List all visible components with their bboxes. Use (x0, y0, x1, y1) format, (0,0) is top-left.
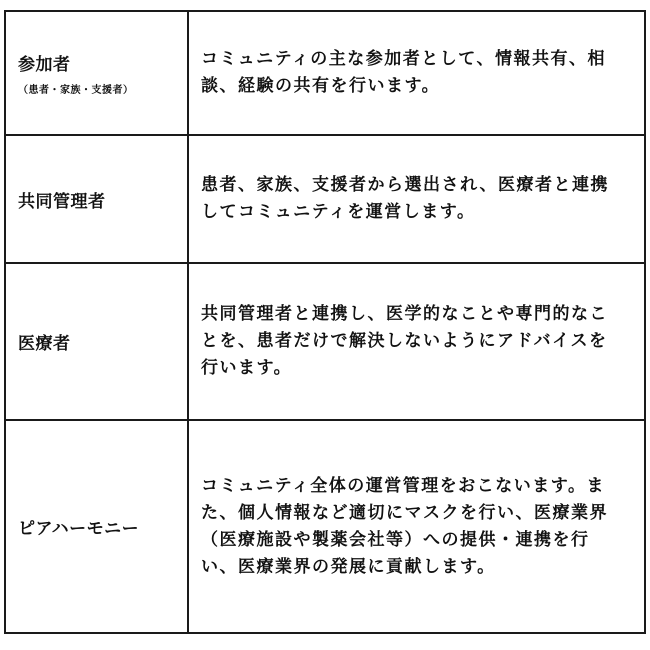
role-note: （患者・家族・支援者） (18, 85, 134, 96)
table-row (5, 135, 645, 263)
role-name: 医療者 (18, 334, 71, 354)
role-description: コミュニティの主な参加者として、情報共有、相談、経験の共有を行います。 (201, 49, 606, 96)
table-row (5, 420, 645, 633)
role-cell (5, 11, 188, 135)
description-cell (188, 263, 645, 420)
description-cell (188, 11, 645, 135)
role-cell (5, 263, 188, 420)
description-cell (188, 420, 645, 633)
role-description: 患者、家族、支援者から選出され、医療者と連携してコミュニティを運営します。 (201, 175, 610, 222)
role-description: 共同管理者と連携し、医学的なことや専門的なことを、患者だけで解決しないようにアドバイスを行います。 (201, 304, 608, 378)
role-name: 参加者 (18, 55, 71, 75)
roles-table (4, 10, 646, 634)
description-cell (188, 135, 645, 263)
role-description: コミュニティ全体の運営管理をおこないます。また、個人情報など適切にマスクを行い、医療業界（医療施設や製薬会社等）への提供・連携を行い、医療業界の発展に貢献します。 (201, 475, 608, 577)
role-name: 共同管理者 (18, 191, 106, 212)
role-name: ピアハーモニー (18, 519, 140, 539)
table-row (5, 263, 645, 420)
role-cell (5, 420, 188, 633)
table-row (5, 11, 645, 135)
role-cell (5, 135, 188, 263)
